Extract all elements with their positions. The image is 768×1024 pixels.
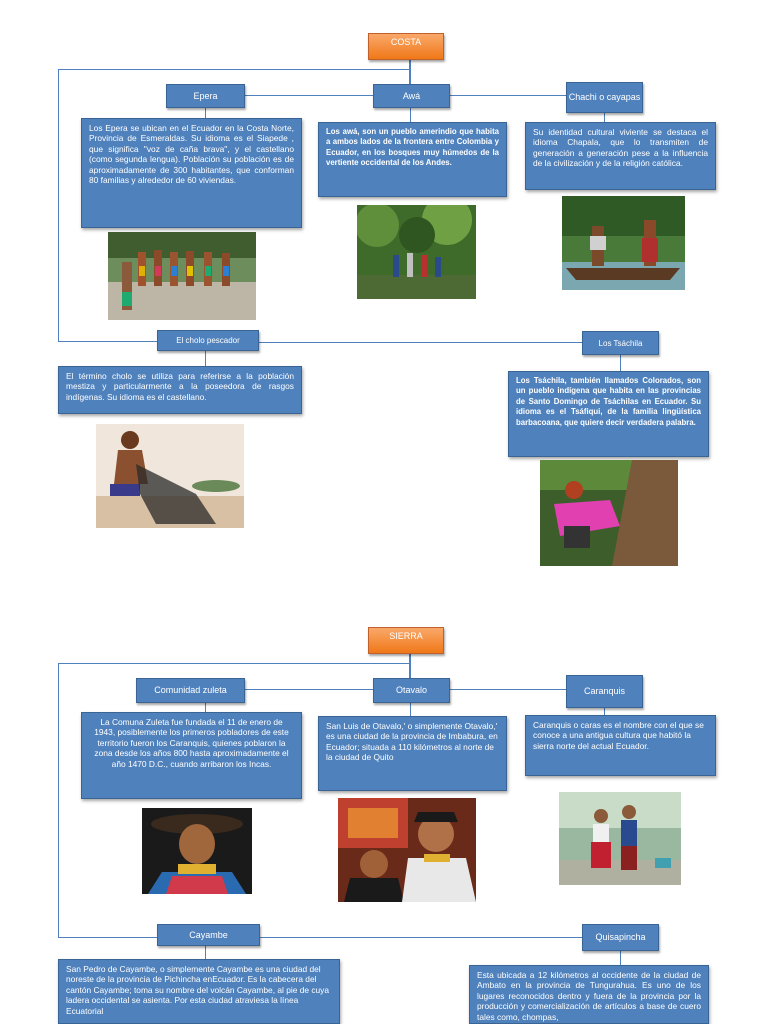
connector — [620, 951, 621, 965]
connector — [604, 113, 605, 122]
connector — [58, 937, 157, 938]
connector — [58, 69, 59, 342]
node-awa: Awá — [373, 84, 450, 108]
photo-caranquis-couple — [559, 792, 681, 885]
node-tsachila: Los Tsáchila — [582, 331, 659, 355]
text-zuleta: La Comuna Zuleta fue fundada el 11 de enero de 1943, posiblemente los primeros pobladores de este territorio fueron los Caranquis, quienes poblaron la zona desde los años 800 hasta aproximadamente el año 1470 D.C., cuando arribaron los Incas. — [81, 712, 302, 799]
connector — [58, 663, 410, 664]
costa-header: COSTA — [368, 33, 444, 60]
connector — [205, 351, 206, 366]
photo-otavalo-women — [338, 798, 476, 902]
connector — [58, 69, 410, 70]
connector — [409, 60, 411, 84]
connector — [450, 95, 566, 96]
connector — [258, 342, 583, 343]
connector — [410, 108, 411, 122]
text-cayambe: San Pedro de Cayambe, o simplemente Cayambe es una ciudad del noreste de la provincia de Pichincha enEcuador. Es la cabecera del cantón Cayambe; toma su nombre del volcán Cayambe, al pie de cuya ladera occidental se asienta. Por esta ciudad atraviesa la línea Ecuatorial — [58, 959, 340, 1024]
connector — [409, 654, 411, 678]
connector — [245, 689, 373, 690]
photo-awa-forest — [357, 205, 476, 299]
photo-zuleta-woman — [142, 808, 252, 894]
photo-tsachila-woman — [540, 460, 678, 566]
text-chachi: Su identidad cultural viviente se destaca el idioma Chapala, que lo transmiten de generación a generación pese a la influencia de la civilización y de la religión católica. — [525, 122, 716, 190]
node-epera: Epera — [166, 84, 245, 108]
connector — [410, 703, 411, 716]
connector — [450, 689, 566, 690]
connector — [205, 108, 206, 118]
connector — [205, 703, 206, 712]
text-tsachila: Los Tsáchila, también llamados Colorados, son un pueblo indígena que habita en las provincias de Santo Domingo de Tsáchilas en Ecuador. Su idioma es el Tsáfiqui, de la familia lingüística barbacoana, que quiere decir verdadera palabra. — [508, 371, 709, 457]
text-quisapincha: Esta ubicada a 12 kilómetros al occidente de la ciudad de Ambato en la provincia de Tungurahua. Es uno de los lugares reconocidos dentro y fuera de la provincia por la producción y comercialización de artículos a base de cuero tales como, chompas, — [469, 965, 709, 1024]
node-cayambe: Cayambe — [157, 924, 260, 946]
connector — [245, 95, 373, 96]
connector — [205, 946, 206, 959]
node-chachi: Chachi o cayapas — [566, 82, 643, 113]
node-cholo: El cholo pescador — [157, 330, 259, 351]
connector — [58, 663, 59, 938]
node-zuleta: Comunidad zuleta — [136, 678, 245, 703]
connector — [620, 355, 621, 371]
text-caranquis: Caranquis o caras es el nombre con el que se conoce a una antigua cultura que habitó la sierra norte del actual Ecuador. — [525, 715, 716, 776]
connector — [58, 341, 158, 342]
connector — [604, 708, 605, 715]
node-otavalo: Otavalo — [373, 678, 450, 703]
text-awa: Los awá, son un pueblo amerindio que habita a ambos lados de la frontera entre Colombia y Ecuador, en los bosques muy húmedos de la vertiente occidental de los Andes. — [318, 122, 507, 197]
text-cholo: El término cholo se utiliza para referirse a la población mestiza y particularmente a la poseedora de rasgos indígenas. Su idioma es el castellano. — [58, 366, 302, 414]
connector — [260, 937, 582, 938]
sierra-header: SIERRA — [368, 627, 444, 654]
text-epera: Los Epera se ubican en el Ecuador en la Costa Norte, Provincia de Esmeraldas. Su idioma es el Siapede , que significa "voz de caña brava", y el castellano (como segunda lengua). Población su población es de aproximadamente de 300 habitantes, que conforman 80 familias y alrededor de 60 viviendas. — [81, 118, 302, 228]
photo-chachi-canoe — [562, 196, 685, 290]
text-otavalo: San Luis de Otavalo,' o simplemente Otavalo,' es una ciudad de la provincia de Imbabura, en Ecuador; situada a 110 kilómetros al norte de la ciudad de Quito — [318, 716, 507, 791]
photo-epera-group — [108, 232, 256, 320]
photo-cholo-fisherman — [96, 424, 244, 528]
node-quisapincha: Quisapincha — [582, 924, 659, 951]
node-caranquis: Caranquis — [566, 675, 643, 708]
